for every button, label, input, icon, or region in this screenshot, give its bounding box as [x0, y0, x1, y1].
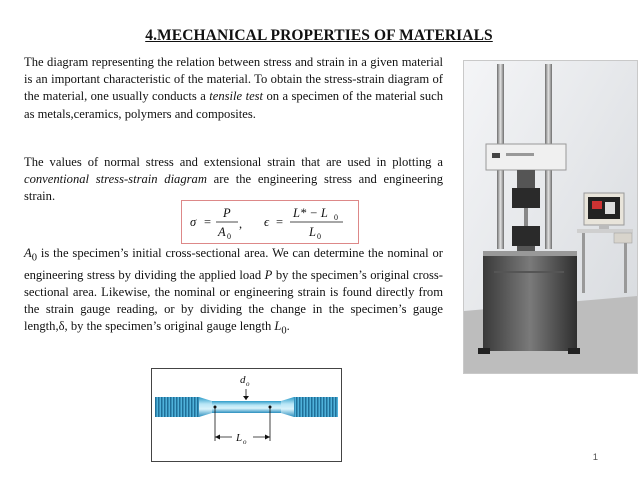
- para2-emphasis: conventional stress-strain diagram: [24, 172, 207, 187]
- specimen-diagram: [151, 368, 342, 462]
- equations-figure: [182, 201, 358, 243]
- load-symbol: P: [264, 267, 273, 282]
- computer-printer: [614, 233, 632, 243]
- gauge-length-label: L: [236, 432, 243, 444]
- specimen-in-grips: [524, 208, 528, 226]
- specimen-right-thread: [294, 397, 338, 417]
- machine-illustration: [464, 61, 637, 373]
- computer-desk: [577, 229, 633, 233]
- area-subscript: 0: [31, 252, 37, 264]
- equals-sign-1: =: [204, 215, 212, 229]
- para3-end: .: [286, 319, 290, 334]
- equation-box: [181, 200, 359, 244]
- specimen-left-thread: [155, 397, 199, 417]
- paragraph-conventional: [24, 154, 443, 206]
- stress-denominator-subscript: 0: [227, 232, 231, 241]
- sigma-symbol: σ: [190, 215, 197, 229]
- gauge-length-subscript: o: [243, 438, 247, 446]
- stress-denominator: A: [218, 225, 226, 239]
- paragraph-explanation: [24, 245, 443, 340]
- para1-emphasis: tensile test: [209, 89, 264, 104]
- strain-denominator: L: [309, 225, 316, 239]
- diameter-subscript: o: [246, 380, 250, 388]
- epsilon-symbol: ϵ: [264, 215, 270, 229]
- tensile-testing-machine-photo: [463, 60, 638, 374]
- machine-base: [483, 251, 577, 351]
- area-symbol: A: [24, 246, 32, 260]
- para2-text-1: The values of normal stress and extensional strain that are used in plotting a: [24, 155, 443, 169]
- para2-text-2: are the engineering stress and engineering strain.: [24, 172, 443, 204]
- strain-numerator-subscript: 0: [334, 213, 338, 222]
- length-subscript: 0: [281, 325, 287, 337]
- equals-sign-2: =: [276, 215, 284, 229]
- para3-text-2: by the specimen’s original cross-sectional area. Likewise, the nominal or engineering strain is found directly from the strain gauge reading, or by dividing the change in the specimen’s gauge length,δ, by the specimen’s original gauge length: [24, 267, 443, 334]
- upper-grip: [517, 170, 535, 188]
- strain-numerator: L* − L: [293, 206, 328, 220]
- specimen-illustration: [152, 369, 341, 461]
- diameter-label: d: [240, 374, 246, 386]
- page-number: 1: [592, 452, 598, 463]
- para1-text-1: The diagram representing the relation between stress and strain in a given material is an important characteristic of the material. To obtain the stress-strain diagram of the material, one usually conducts a: [24, 55, 443, 104]
- strain-denominator-subscript: 0: [317, 232, 321, 241]
- para1-text-2: on a specimen of the material such as metals,ceramics, polymers and composites.: [24, 89, 443, 121]
- length-symbol: L: [274, 319, 282, 334]
- para3-text-1: is the specimen’s initial cross-sectional area. We can determine the nominal or engineering stress by dividing the applied load: [24, 246, 443, 282]
- stress-numerator: P: [223, 206, 231, 220]
- equation-comma: ,: [239, 217, 243, 231]
- paragraph-intro: [24, 54, 443, 123]
- slide-title: 4.MECHANICAL PROPERTIES OF MATERIALS: [145, 27, 493, 44]
